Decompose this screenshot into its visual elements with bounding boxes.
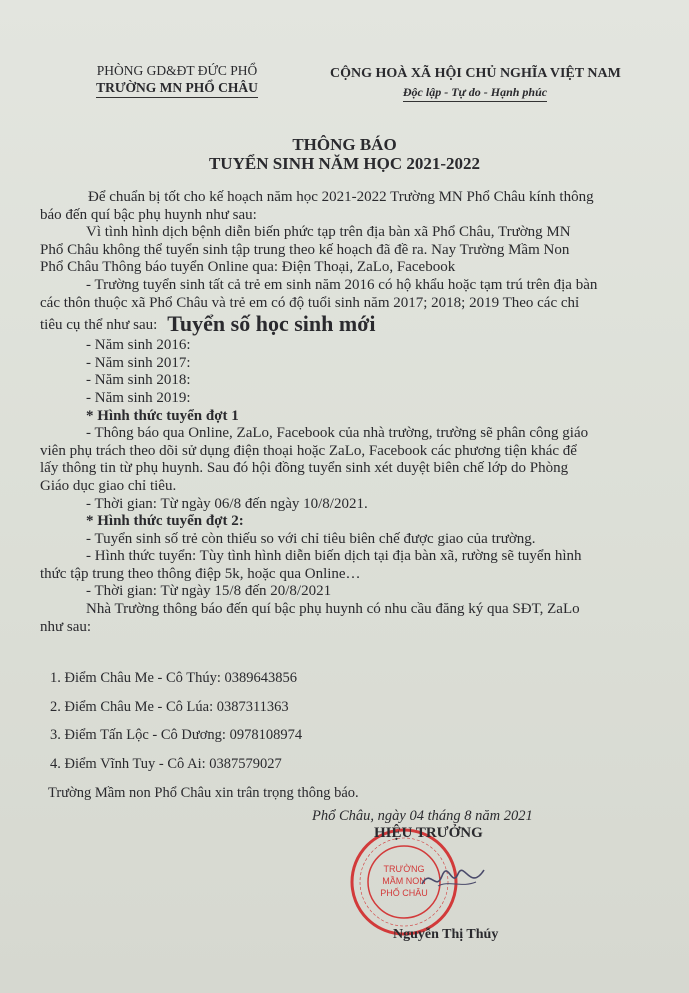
header-left	[92, 62, 262, 98]
paragraph-situation-1: Vì tình hình dịch bệnh diễn biến phức tạp trên địa bàn xã Phổ Châu, Trường MN	[86, 224, 571, 241]
signature-name: Nguyễn Thị Thúy	[393, 927, 499, 942]
round2-text-2: - Hình thức tuyển: Tùy tình hình diễn biến dịch tại địa bàn xã, rường sẽ tuyển hình	[86, 548, 582, 565]
svg-text:MẦM NON: MẦM NON	[382, 876, 426, 886]
round1-heading: * Hình thức tuyển đợt 1	[86, 407, 239, 424]
contact-item: 3. Điểm Tấn Lộc - Cô Dương: 0978108974	[50, 727, 303, 743]
svg-text:PHỔ CHÂU: PHỔ CHÂU	[380, 888, 428, 898]
round1-text-2: viên phụ trách theo dõi sử dụng điện thoại hoặc ZaLo, Facebook các phương tiện khác để	[40, 442, 577, 459]
contact-intro-2: như sau:	[40, 618, 92, 635]
contact-item: 2. Điểm Châu Me - Cô Lúa: 0387311363	[50, 699, 289, 715]
country-name: CỘNG HOÀ XÃ HỘI CHỦ NGHĨA VIỆT NAM	[330, 66, 621, 81]
document-subtitle: TUYỂN SINH NĂM HỌC 2021-2022	[208, 154, 481, 173]
round1-text-3: lấy thông tin từ phụ huynh. Sau đó hội đồng tuyển sinh xét duyệt biên chế lớp do Phòng	[40, 460, 569, 477]
contact-item: 4. Điểm Vĩnh Tuy - Cô Ai: 0387579027	[50, 756, 282, 772]
year-2018: - Năm sinh 2018:	[86, 372, 191, 389]
contact-item: 1. Điểm Châu Me - Cô Thúy: 0389643856	[50, 670, 298, 686]
round2-heading: * Hình thức tuyển đợt 2:	[86, 513, 244, 530]
contact-intro-1: Nhà Trường thông báo đến quí bậc phụ huynh có nhu cầu đăng ký qua SĐT, ZaLo	[86, 601, 580, 618]
document-body	[40, 189, 670, 636]
round1-text-4: Giáo dục giao chỉ tiêu.	[40, 477, 177, 494]
signature-scribble-icon	[418, 862, 488, 896]
round2-text-1: - Tuyển sinh số trẻ còn thiếu so với chỉ tiêu biên chế được giao của trường.	[86, 530, 536, 547]
paragraph-eligibility-3: tiêu cụ thể như sau:	[40, 317, 158, 334]
paragraph-intro-1: Để chuẩn bị tốt cho kế hoạch năm học 2021-2022 Trường MN Phổ Châu kính thông	[88, 189, 594, 205]
svg-text:TRƯỜNG: TRƯỜNG	[383, 864, 425, 874]
round1-text-1: - Thông báo qua Online, ZaLo, Facebook của nhà trường, trường sẽ phân công giáo	[86, 425, 589, 442]
header-right	[330, 66, 620, 102]
department-name: PHÒNG GD&ĐT ĐỨC PHỔ	[96, 63, 258, 78]
year-2019: - Năm sinh 2019:	[86, 389, 191, 406]
paragraph-intro-2: báo đến quí bậc phụ huynh như sau:	[40, 206, 257, 223]
paragraph-eligibility-2: các thôn thuộc xã Phổ Châu và trẻ em có độ tuổi sinh năm 2017; 2018; 2019 Theo các chỉ	[40, 294, 580, 311]
paragraph-situation-2: Phổ Châu không thể tuyển sinh tập trung theo kế hoạch đã đề ra. Nay Trường Mầm Non	[40, 241, 570, 258]
paragraph-situation-3: Phổ Châu Thông báo tuyển Online qua: Điện Thoại, ZaLo, Facebook	[40, 259, 456, 276]
round2-text-3: thức tập trung theo thông điệp 5k, hoặc qua Online…	[40, 565, 361, 582]
round1-time: - Thời gian: Từ ngày 06/8 đến ngày 10/8/2021.	[86, 495, 368, 512]
round2-time: - Thời gian: Từ ngày 15/8 đến 20/8/2021	[86, 583, 332, 600]
handwritten-heading: Tuyển số học sinh mới	[167, 311, 376, 337]
closing-line: Trường Mầm non Phổ Châu xin trân trọng thông báo.	[48, 785, 359, 801]
motto: Độc lập - Tự do - Hạnh phúc	[403, 85, 547, 102]
paragraph-eligibility-1: - Trường tuyển sinh tất cả trẻ em sinh năm 2016 có hộ khẩu hoặc tạm trú trên địa bàn	[86, 276, 598, 293]
year-2016: - Năm sinh 2016:	[86, 337, 191, 354]
school-name: TRƯỜNG MN PHỔ CHÂU	[96, 79, 258, 98]
signature-date: Phổ Châu, ngày 04 tháng 8 năm 2021	[312, 808, 533, 824]
document-title: THÔNG BÁO	[292, 135, 397, 154]
year-2017: - Năm sinh 2017:	[86, 354, 191, 371]
signature-title: HIỆU TRƯỞNG	[374, 825, 483, 841]
